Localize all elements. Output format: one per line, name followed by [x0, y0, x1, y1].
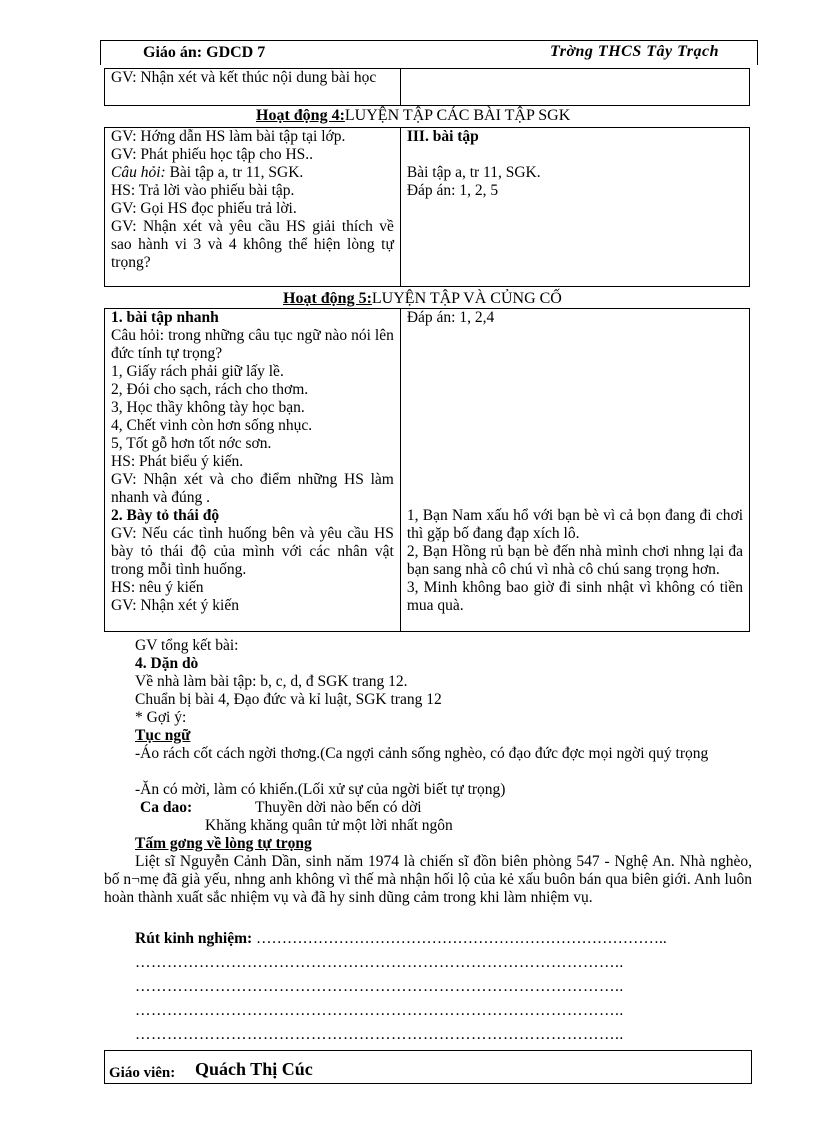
spacer — [407, 146, 743, 164]
activity-5-title: LUYỆN TẬP VÀ CỦNG CỐ — [371, 290, 562, 307]
text-line: 1, Bạn Nam xấu hổ với bạn bè vì cả bọn đang đi chơi thì gặp bố đang đạp xích lô. — [406, 507, 743, 542]
text-line: Câu hỏi: trong những câu tục ngữ nào nói lên đức tính tự trọng? — [111, 327, 394, 362]
activity-5-left-cell — [105, 309, 401, 632]
text-line: 4, Chết vinh còn hơn sống nhục. — [111, 417, 313, 434]
question-label: Câu hỏi: — [111, 164, 166, 181]
section-title: 2. Bày tỏ thái độ — [111, 507, 220, 524]
example-text: Liệt sĩ Nguyễn Cảnh Dần, sinh năm 1974 là chiến sĩ đồn biên phòng 547 - Nghệ An. Nhà nghèo, bố n¬mẹ đã già yếu, nhng anh không vì thế mà nhận hối lộ của kẻ xấu buôn bán qua biên giới. Anh luôn hoàn thành xuất sắc nhiệm vụ và đã hy sinh dũng cảm trong khi làm nhiệm vụ. — [104, 853, 752, 906]
activity-5-right-cell — [400, 309, 749, 632]
page-header — [100, 40, 758, 65]
text-line: HS: nêu ý kiến — [111, 579, 204, 596]
text-line: GV: Nhận xét và cho điểm những HS làm nhanh và đúng . — [111, 471, 394, 506]
example-title: Tấm gơng về lòng tự trọng — [135, 835, 312, 852]
homework-line: Chuẩn bị bài 4, Đạo đức và kỉ luật, SGK trang 12 — [135, 691, 442, 708]
activity-4-left-cell — [105, 128, 401, 287]
text-line: GV: Nhận xét ý kiến — [111, 597, 239, 614]
summary-section — [135, 637, 751, 745]
text-line: Đáp án: 1, 2, 5 — [406, 182, 499, 199]
text-line: Bài tập a, tr 11, SGK. — [406, 164, 541, 181]
teacher-name: Quách Thị Cúc — [195, 1059, 313, 1079]
dots-line: ……………………………………………………………………………….. — [135, 978, 624, 995]
activity-5-heading — [283, 290, 562, 308]
school-name: Trờng THCS Tây Trạch — [550, 43, 719, 60]
spacer — [407, 327, 743, 507]
proverb-1: -Áo rách cốt cách ngời thơng.(Ca ngợi cảnh sống nghèo, có đạo đức đợc mọi ngời quý trọng — [135, 745, 709, 762]
text-line: GV: Nhận xét và yêu cầu HS giải thích về sao hành vi 3 và 4 không thể hiện lòng tự trọng? — [111, 218, 394, 271]
folk-line-1: Thuyền dời nào bến có dời — [255, 799, 422, 816]
text-line: GV: Hớng dẫn HS làm bài tập tại lớp. — [111, 128, 346, 145]
section-title: 1. bài tập nhanh — [111, 309, 219, 326]
dots-line: ……………………………………………………………………………….. — [135, 954, 624, 971]
closing-left-cell: GV: Nhận xét và kết thúc nội dung bài học — [105, 69, 401, 106]
activity-4-label: Hoạt động 4: — [256, 107, 345, 124]
text-line: 3, Minh không bao giờ đi sinh nhật vì không có tiền mua quà. — [406, 579, 743, 614]
page-footer — [104, 1050, 752, 1084]
activity-4-right-cell — [400, 128, 749, 287]
text-line: GV: Phát phiếu học tập cho HS.. — [111, 146, 314, 163]
folk-title: Ca dao: — [140, 799, 193, 816]
activity-5-table — [104, 308, 750, 632]
text-line: 2, Bạn Hồng rủ bạn bè đến nhà mình chơi nhng lại đa bạn sang nhà cô chú vì nhà cô chú sang trọng hơn. — [406, 543, 743, 578]
lesson-plan-title: Giáo án: GDCD 7 — [143, 44, 266, 61]
text-line: 5, Tốt gỗ hơn tốt nớc sơn. — [111, 435, 272, 452]
activity-4-heading — [256, 107, 570, 125]
hint-label: * Gợi ý: — [135, 709, 187, 726]
homework-title: 4. Dặn dò — [135, 655, 199, 672]
folk-line-2: Khăng khăng quân tử một lời nhất ngôn — [205, 817, 453, 834]
section-title: III. bài tập — [406, 128, 479, 145]
text-line: GV: Nếu các tình huống bên và yêu cầu HS bày tỏ thái độ của mình với các nhân vật trong mỗi tình huống. — [111, 525, 394, 578]
closing-right-cell — [401, 69, 750, 106]
closing-table — [104, 68, 750, 106]
text-line: HS: Trả lời vào phiếu bài tập. — [111, 182, 295, 199]
dots-line: ……………………………………………………………………………….. — [135, 1002, 624, 1019]
proverb-title: Tục ngữ — [135, 727, 191, 744]
proverb-2: -Ăn có mời, làm có khiến.(Lối xử sự của ngời biết tự trọng) — [135, 781, 506, 798]
text-line: 3, Học thầy không tày học bạn. — [111, 399, 305, 416]
activity-4-title: LUYỆN TẬP CÁC BÀI TẬP SGK — [344, 107, 571, 124]
text-line — [111, 164, 394, 182]
text-line: GV: Gọi HS đọc phiếu trả lời. — [111, 200, 297, 217]
experience-dots: …………………………………………………………………….. — [256, 930, 667, 947]
activity-4-table — [104, 127, 750, 287]
question-text: Bài tập a, tr 11, SGK. — [169, 164, 304, 181]
text-line: 2, Đói cho sạch, rách cho thơm. — [111, 381, 309, 398]
activity-5-label: Hoạt động 5: — [283, 290, 372, 307]
teacher-label: Giáo viên: — [109, 1065, 176, 1081]
text-line: HS: Phát biểu ý kiến. — [111, 453, 244, 470]
teacher-summary: GV tổng kết bài: — [135, 637, 239, 654]
dots-line: ……………………………………………………………………………….. — [135, 1026, 624, 1043]
experience-row — [135, 929, 755, 949]
experience-label: Rút kinh nghiệm: — [135, 930, 253, 947]
homework-line: Về nhà làm bài tập: b, c, d, đ SGK trang 12. — [135, 673, 408, 690]
text-line: Đáp án: 1, 2,4 — [406, 309, 495, 326]
text-line: 1, Giấy rách phải giữ lấy lề. — [111, 363, 284, 380]
